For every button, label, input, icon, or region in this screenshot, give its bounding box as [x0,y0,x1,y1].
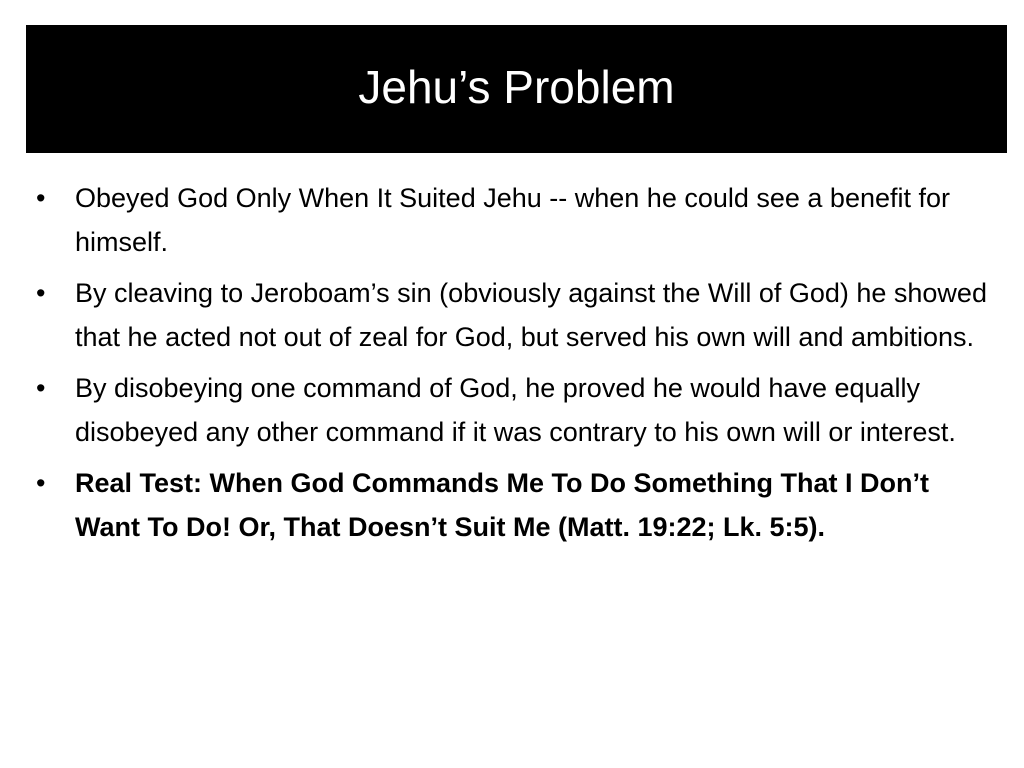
bullet-item-3 [30,366,990,454]
title-bar [26,25,1007,153]
slide-title: Jehu’s Problem [358,61,675,113]
bullet-icon: • [36,278,46,308]
bullet-icon: • [36,468,46,498]
bullet-icon: • [36,373,46,403]
bullet-item-4 [30,461,990,549]
bullet-text: By disobeying one command of God, he proved he would have equally disobeyed any other command if it was contrary to his own will or interest. [75,373,956,447]
bullet-list [30,176,990,556]
bullet-text: By cleaving to Jeroboam’s sin (obviously against the Will of God) he showed that he acted not out of zeal for God, but served his own will and ambitions. [75,278,987,352]
bullet-item-1 [30,176,990,264]
bullet-icon: • [36,183,46,213]
bullet-text: Real Test: When God Commands Me To Do Something That I Don’t Want To Do! Or, That Doesn’t Suit Me (Matt. 19:22; Lk. 5:5). [75,468,929,542]
bullet-text: Obeyed God Only When It Suited Jehu -- when he could see a benefit for himself. [75,183,951,257]
bullet-item-2 [30,271,990,359]
